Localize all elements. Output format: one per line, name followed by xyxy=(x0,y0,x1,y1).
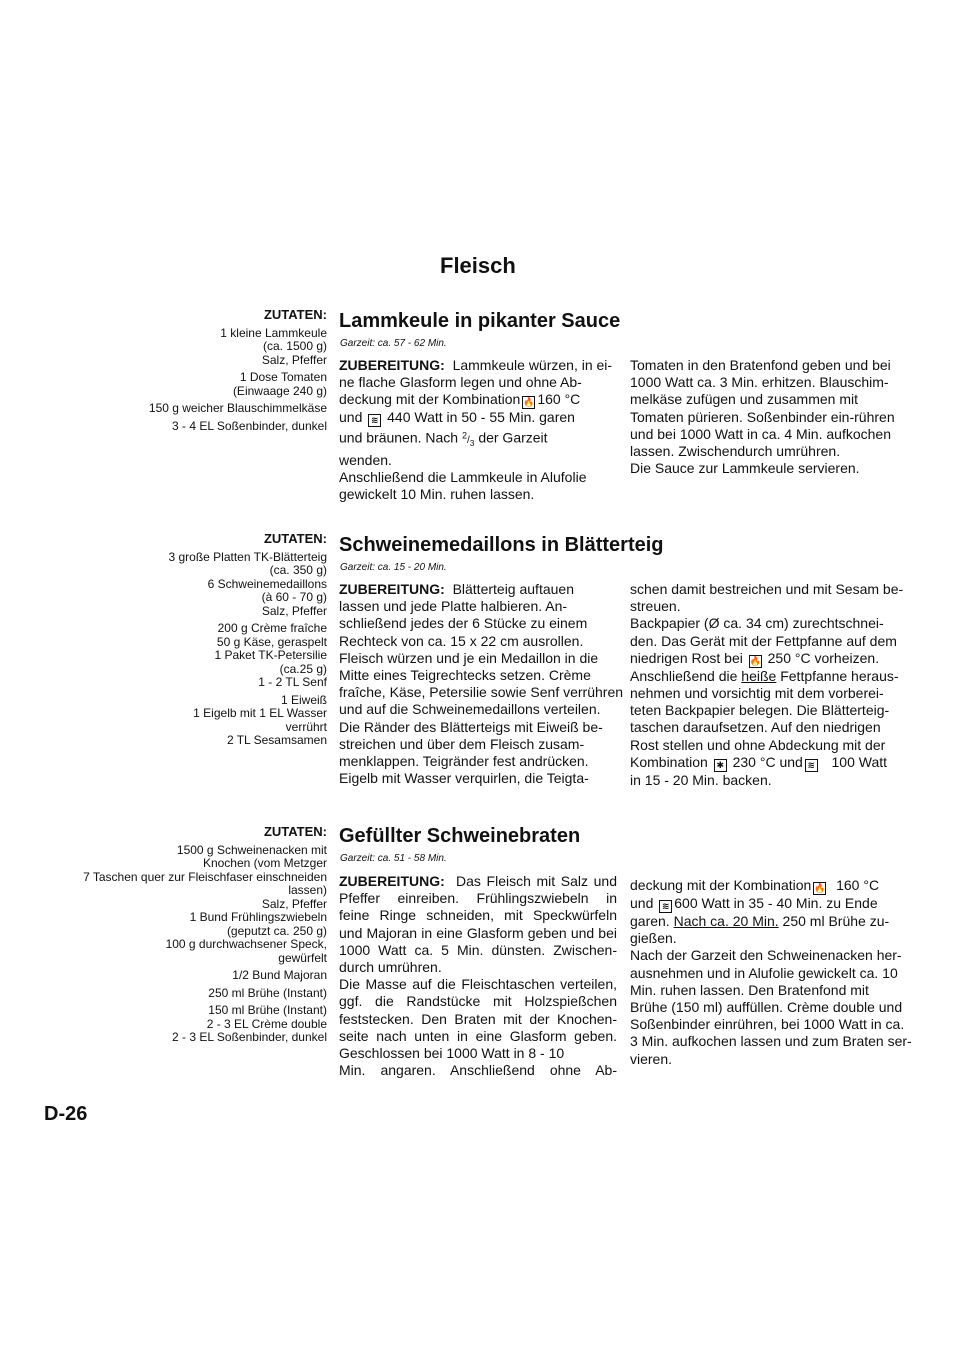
ingredients-heading: ZUTATEN: xyxy=(263,307,327,322)
recipe-time: Garzeit: ca. 15 - 20 Min. xyxy=(340,562,447,573)
ingredient-line: gewürfelt xyxy=(278,950,327,965)
ingredient-line: (ca. 1500 g) xyxy=(262,339,327,353)
preparation-right-column: schen damit bestreichen und mit Sesam be- streuen. Backpapier (Ø ca. 34 cm) zurechtschnei- den. Das Gerät mit der Fettpfanne auf dem niedrigen Rost bei 🔥 250 °C vorheizen. Anschließend die heiße Fettpfanne heraus- nehmen und vorsichtig mit dem vorberei- teten Backpapier belegen. Die Blätterteig- taschen daraufsetzen. Auf den niedrigen Rost stellen und ohne Abdeckung mit der Kombination ✱ 230 °C und ≋ 100 Watt in 15 - 20 Min. backen. xyxy=(630,581,904,788)
ingredient-line: Salz, Pfeffer xyxy=(261,896,327,911)
ingredient-group xyxy=(27,694,327,748)
page-number: D-26 xyxy=(44,1103,88,1125)
ingredient-line: 1 Eigelb mit 1 EL Wasser xyxy=(193,706,327,720)
ingredient-group xyxy=(27,420,327,434)
recipe-title: Gefüllter Schweinebraten xyxy=(339,825,581,847)
grill-icon: 🔥 xyxy=(749,655,761,666)
preparation-label: ZUBEREITUNG: xyxy=(339,581,445,597)
ingredient-line: 150 g weicher Blauschimmelkäse xyxy=(148,401,327,415)
recipe-title: Schweinemedaillons in Blätterteig xyxy=(339,534,664,556)
preparation-label: ZUBEREITUNG: xyxy=(339,357,445,373)
ingredient-line: 200 g Crème fraîche xyxy=(217,621,327,635)
ingredient-group xyxy=(27,1004,327,1045)
ingredient-group xyxy=(27,551,327,619)
ingredients-heading: ZUTATEN: xyxy=(263,824,327,839)
microwave-icon: ≋ xyxy=(368,414,381,427)
ingredients-heading: ZUTATEN: xyxy=(263,531,327,546)
preparation-left-column: ZUBEREITUNG: Lammkeule würzen, in ei- ne flache Glasform legen und ohne Ab- deckung mit der Kombination 🔥 160 °C und ≋ 440 Watt in 50 - 55 Min. garen und bräunen. Nach $^2/_3$ der Garzeit wenden. Anschließend die Lammkeule in Alufolie gewickelt 10 Min. ruhen lassen. xyxy=(339,357,613,503)
ingredient-line: lassen) xyxy=(288,883,327,897)
ingredients-list xyxy=(27,308,327,437)
ingredient-line: (geputzt ca. 250 g) xyxy=(226,923,327,938)
recipe-title: Lammkeule in pikanter Sauce xyxy=(339,310,621,332)
ingredient-line: Salz, Pfeffer xyxy=(261,352,327,367)
ingredients-list xyxy=(27,532,327,752)
grill-icon: 🔥 xyxy=(814,883,826,893)
preparation-left-column: ZUBEREITUNG: Blätterteig auftauen lassen und jede Platte halbieren. An- schließend jedes der 6 Stücke zu einem Rechteck von ca. 15 x 22 cm ausrollen. Fleisch würzen und je ein Medaillon in die Mitte eines Teigrechtecks setzen. Crème fraîche, Käse, Petersilie sowie Senf verrühren und auf die Schweinemedaillons verteilen. Die Ränder des Blätterteigs mit Eiweiß be- streichen und über dem Fleisch zusam- menklappen. Teigränder fest andrücken. Eigelb mit Wasser verquirlen, die Teigta- xyxy=(339,581,624,787)
ingredient-group xyxy=(27,327,327,368)
ingredient-group xyxy=(27,371,327,398)
preparation-right-column: deckung mit der Kombination 🔥 160 °C und ≋ 600 Watt in 35 - 40 Min. zu Ende garen. Nach ca. 20 Min. 250 ml Brühe zu- gießen. Nach der Garzeit den Schweinenacken her- ausnehmen und in Alufolie gewickelt ca. 10 Min. ruhen lassen. Den Bratenfond mit Brühe (150 ml) auffüllen. Crème double und Soßenbinder einrühren, bei 1000 Watt in ca. 3 Min. aufkochen lassen und zum Braten ser- vieren. xyxy=(630,877,912,1067)
page-title: Fleisch xyxy=(440,253,516,278)
ingredient-line: 100 g durchwachsener Speck, xyxy=(165,937,327,951)
ingredient-group xyxy=(27,622,327,690)
ingredient-group xyxy=(27,969,327,983)
ingredient-line: 7 Taschen quer zur Fleischfaser einschneiden xyxy=(83,869,327,884)
ingredient-line: 2 TL Sesamsamen xyxy=(226,733,327,747)
ingredient-line: 1 - 2 TL Senf xyxy=(258,675,327,689)
fraction: $^2/_3$ xyxy=(461,430,475,448)
ingredient-line: 150 ml Brühe (Instant) xyxy=(208,1003,327,1017)
recipe-time: Garzeit: ca. 51 - 58 Min. xyxy=(340,853,447,864)
recipe-time: Garzeit: ca. 57 - 62 Min. xyxy=(340,338,447,349)
ingredient-line: 250 ml Brühe (Instant) xyxy=(208,985,327,1000)
ingredient-line: 1 kleine Lammkeule xyxy=(220,325,327,340)
ingredient-group xyxy=(27,987,327,1001)
ingredient-line: 1 Eiweiß xyxy=(280,692,327,707)
ingredient-line: (Einwaage 240 g) xyxy=(232,383,327,398)
ingredient-line: (ca.25 g) xyxy=(279,661,327,676)
ingredients-list xyxy=(27,825,327,1049)
preparation-right-column: Tomaten in den Bratenfond geben und bei 1000 Watt ca. 3 Min. erhitzen. Blauschim- melkäse zufügen und zusammen mit Tomaten pürieren. Soßenbinder ein-rühren und bei 1000 Watt in ca. 4 Min. aufkochen lassen. Zwischendurch umrühren. Die Sauce zur Lammkeule servieren. xyxy=(630,357,895,477)
ingredient-group xyxy=(27,844,327,966)
ingredient-line: 1 Bund Frühlingszwiebeln xyxy=(189,910,327,924)
ingredient-line: 50 g Käse, geraspelt xyxy=(216,634,327,649)
ingredient-line: (à 60 - 70 g) xyxy=(261,590,327,604)
ingredient-line: 6 Schweinemedaillons xyxy=(207,576,327,591)
preparation-left-column: ZUBEREITUNG: Das Fleisch mit Salz und Pfeffer einreiben. Frühlingszwiebeln in feine Ringe schneiden, mit Speckwürfeln und Majoran in eine Glasform geben und bei 1000 Watt ca. 5 Min. dünsten. Zwischen- durch umrühren. Die Masse auf die Fleischtaschen verteilen, ggf. die Randstücke mit Holzspießchen feststecken. Den Braten mit der Knochen- seite nach unten in eine Glasform geben. Geschlossen bei 1000 Watt in 8 - 10 Min. angaren. Anschließend ohne Ab- xyxy=(339,873,618,1079)
microwave-icon: ≋ xyxy=(805,759,818,772)
grill-icon: 🔥 xyxy=(523,397,535,408)
ingredient-line: (ca. 350 g) xyxy=(269,563,327,577)
microwave-icon: ≋ xyxy=(659,900,672,913)
ingredient-group xyxy=(27,402,327,416)
ingredient-line: 1500 g Schweinenacken mit xyxy=(176,842,327,857)
ingredient-line: 3 - 4 EL Soßenbinder, dunkel xyxy=(172,418,327,433)
ingredient-line: 3 große Platten TK-Blätterteig xyxy=(168,549,327,564)
ingredient-line: 1 Paket TK-Petersilie xyxy=(214,648,327,662)
ingredient-line: Salz, Pfeffer xyxy=(261,603,327,618)
ingredient-line: 1 Dose Tomaten xyxy=(239,370,327,384)
hot-air-icon: ✱ xyxy=(714,759,727,772)
ingredient-line: Knochen (vom Metzger xyxy=(202,856,327,870)
preparation-label: ZUBEREITUNG: xyxy=(339,873,445,889)
ingredient-line: 2 - 3 EL Crème double xyxy=(206,1016,327,1031)
ingredient-line: 2 - 3 EL Soßenbinder, dunkel xyxy=(172,1030,327,1044)
ingredient-line: 1/2 Bund Majoran xyxy=(232,968,327,982)
ingredient-line: verrührt xyxy=(285,719,327,734)
